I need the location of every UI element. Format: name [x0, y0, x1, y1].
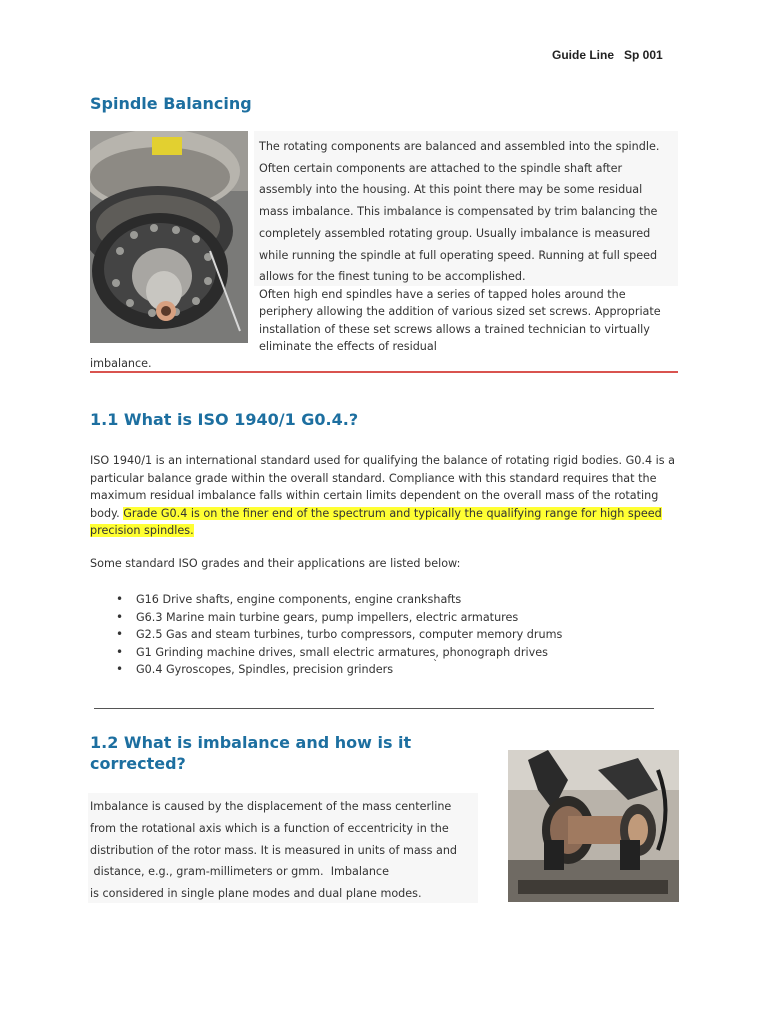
guide-line-label: Guide Line Sp 001 — [552, 48, 663, 62]
grades-list — [116, 591, 562, 679]
intro-line: allows for the finest tuning to be accomplished. — [259, 270, 526, 284]
list-item: • G16 Drive shafts, engine components, engine crankshafts — [116, 591, 562, 609]
iso-paragraph — [90, 452, 680, 540]
balancing-machine-photo — [508, 750, 679, 902]
intro-line: mass imbalance. This imbalance is compensated by trim balancing the — [259, 205, 658, 219]
imbalance-section-title: 1.2 What is imbalance and how is it corrected? — [90, 733, 412, 773]
iso-paragraph-text: ISO 1940/1 is an international standard used for qualifying the balance of rotating rigid bodies. G0.4 is a particular balance grade within the overall standard. Compliance with this standard requires that the maximum residual imbalance falls within certain limits dependent on the overall mass of the rotating body. — [90, 454, 675, 520]
paragraph-line: is considered in single plane modes and dual plane modes. — [90, 887, 422, 901]
spindle-assembly-photo — [90, 131, 248, 343]
paragraph-line: Often high end spindles have a series of tapped holes around the — [259, 288, 626, 301]
list-item: • G2.5 Gas and steam turbines, turbo compressors, computer memory drums — [116, 626, 562, 644]
intro-line: The rotating components are balanced and assembled into the spindle. — [259, 140, 660, 153]
paragraph-line: from the rotational axis which is a function of eccentricity in the — [90, 821, 449, 835]
list-item: • G6.3 Marine main turbine gears, pump impellers, electric armatures — [116, 609, 562, 627]
list-item: • G1 Grinding machine drives, small electric armatures, phonograph drives — [116, 644, 562, 662]
paragraph-line: periphery allowing the addition of various sized set screws. Appropriate — [259, 305, 661, 319]
section-divider — [90, 371, 678, 373]
spindle-balancing-title: Spindle Balancing — [90, 94, 252, 113]
paragraph-line: Imbalance is caused by the displacement of the mass centerline — [90, 800, 452, 813]
list-item: • G0.4 Gyroscopes, Spindles, precision grinders — [116, 661, 562, 679]
grades-intro: Some standard ISO grades and their applications are listed below: — [90, 557, 461, 570]
intro-line: Often certain components are attached to the spindle shaft after — [259, 161, 623, 175]
highlighted-text: Grade G0.4 is on the finer end of the spectrum and typically the qualifying range for high speed precision spindles. — [90, 506, 662, 537]
intro-line: while running the spindle at full operating speed. Running at full speed — [259, 248, 658, 262]
paragraph-line: installation of these set screws allows a trained technician to virtually — [259, 322, 650, 336]
intro-paragraph — [259, 136, 675, 288]
stray-mark: ` — [433, 659, 438, 670]
paragraph-line: distribution of the rotor mass. It is measured in units of mass and — [90, 843, 458, 857]
iso-section-title: 1.1 What is ISO 1940/1 G0.4.? — [90, 410, 359, 429]
intro-line: completely assembled rotating group. Usually imbalance is measured — [259, 226, 651, 240]
paragraph-line: distance, e.g., gram-millimeters or gmm. Imbalance — [90, 865, 389, 879]
paragraph-line: eliminate the effects of residual — [259, 339, 437, 353]
set-screw-paragraph — [259, 286, 675, 355]
intro-line: assembly into the housing. At this point there may be some residual — [259, 183, 643, 197]
imbalance-paragraph — [90, 796, 476, 905]
horizontal-rule — [94, 708, 654, 709]
paragraph-continuation: imbalance. — [90, 357, 152, 370]
